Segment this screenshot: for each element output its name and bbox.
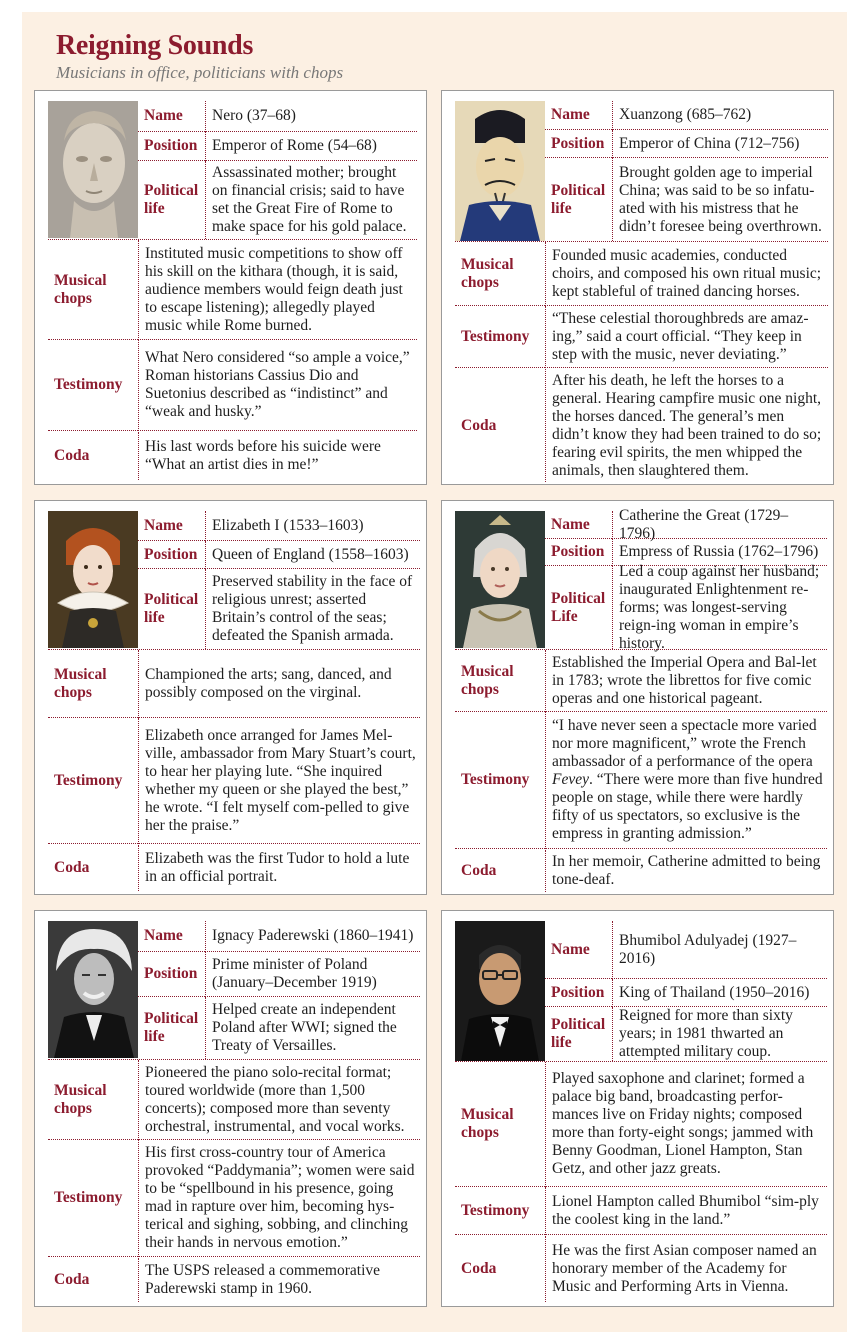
name-label: Name — [545, 921, 612, 979]
xuanzong-painting-portrait — [455, 101, 545, 241]
political-life-value: Preserved stability in the face of religious unrest; asserted Britain’s control of the seas; defeated the Spanish armada. — [205, 569, 420, 649]
testimony-value: “These celestial thoroughbreds are amaz-ing,” said a court official. “They keep in step with the music, never deviating.” — [545, 306, 828, 368]
political-life-label: Political life — [551, 1016, 606, 1051]
musical-chops-value: Established the Imperial Opera and Bal-let in 1783; wrote the librettos for five comic operas and one historical pageant. — [545, 650, 827, 712]
musical-chops-label: Musical chops — [455, 1062, 545, 1187]
testimony-label: Testimony — [48, 340, 138, 431]
coda-label: Coda — [54, 859, 90, 876]
testimony-label: Testimony — [455, 306, 545, 368]
coda-label: Coda — [54, 447, 90, 464]
political-life-label: Political life — [144, 182, 199, 217]
position-value: Empress of Russia (1762–1796) — [612, 539, 827, 566]
coda-label: Coda — [461, 416, 497, 434]
name-label: Name — [545, 101, 612, 130]
political-life-label: Political life — [551, 181, 606, 217]
name-label: Name — [138, 921, 205, 952]
card-nero — [34, 90, 427, 485]
testimony-label: Testimony — [455, 1187, 545, 1235]
name-label: Name — [138, 101, 205, 132]
testimony-text-before: “I have never seen a spectacle more varied nor more magnificent,” wrote the French ambassador of a performance of the opera — [552, 717, 817, 770]
position-label: Position — [138, 132, 205, 161]
name-label: Name — [138, 511, 205, 541]
position-label: Position — [545, 539, 612, 566]
political-life-label: Political life — [144, 591, 199, 626]
paderewski-portrait — [48, 921, 138, 1058]
coda-label: Coda — [54, 1271, 90, 1288]
testimony-label: Testimony — [48, 1140, 138, 1257]
bhumibol-portrait — [455, 921, 545, 1061]
musical-chops-value: Pioneered the piano solo-recital format; toured worldwide (more than 1,500 concerts); composed more than seventy orchestral, instrumental, and vocal works. — [138, 1060, 420, 1140]
musical-chops-label: Musical chops — [48, 650, 138, 718]
political-life-label: Political life — [144, 1010, 199, 1045]
political-life-label: Political Life — [551, 589, 606, 625]
testimony-text-after: . “There were more than five hundred people on stage, while there were hardly fifty of us spectators, so exclusive is the empress in granting admission.” — [552, 771, 823, 842]
position-value: Prime minister of Poland (January–December 1919) — [205, 952, 420, 997]
nero-bust-portrait — [48, 101, 138, 238]
testimony-value: Lionel Hampton called Bhumibol “sim-ply the coolest king in the land.” — [545, 1187, 827, 1235]
testimony-value — [545, 712, 827, 849]
name-value: Xuanzong (685–762) — [612, 101, 828, 130]
page-title: Reigning Sounds — [56, 30, 254, 61]
coda-value: In her memoir, Catherine admitted to being tone-deaf. — [545, 850, 827, 892]
musical-chops-label: Musical chops — [48, 240, 138, 340]
card-catherine — [441, 500, 834, 895]
coda-value: His last words before his suicide were “What an artist dies in me!” — [138, 432, 417, 480]
card-elizabeth — [34, 500, 427, 895]
testimony-label: Testimony — [455, 712, 545, 849]
name-value: Nero (37–68) — [205, 101, 417, 132]
position-value: Queen of England (1558–1603) — [205, 541, 420, 569]
name-value: Catherine the Great (1729–1796) — [612, 511, 827, 539]
musical-chops-label: Musical chops — [48, 1060, 138, 1140]
position-label: Position — [138, 541, 205, 569]
musical-chops-label: Musical chops — [455, 242, 545, 306]
position-label: Position — [545, 130, 612, 158]
card-paderewski — [34, 910, 427, 1307]
political-life-value: Assassinated mother; brought on financial crisis; said to have set the Great Fire of Rome to make space for his gold palace. — [205, 161, 417, 239]
political-life-value: Led a coup against her husband; inaugurated Enlightenment re-forms; was longest-serving reign-ing woman in empire’s history. — [612, 566, 827, 649]
coda-label: Coda — [461, 1260, 497, 1277]
coda-value: Elizabeth was the first Tudor to hold a lute in an official portrait. — [138, 845, 420, 891]
card-xuanzong — [441, 90, 834, 485]
position-label: Position — [138, 952, 205, 997]
name-value: Ignacy Paderewski (1860–1941) — [205, 921, 420, 952]
name-label: Name — [545, 511, 612, 539]
opera-title: Fevey — [552, 771, 589, 788]
elizabeth-i-portrait — [48, 511, 138, 648]
testimony-value: What Nero considered “so ample a voice,” Roman historians Cassius Dio and Suetonius described as “indistinct” and “weak and husky.” — [138, 340, 417, 431]
position-value: Emperor of China (712–756) — [612, 130, 828, 158]
position-value: Emperor of Rome (54–68) — [205, 132, 417, 161]
musical-chops-value: Founded music academies, conducted choirs, and composed his own ritual music; kept stableful of trained dancing horses. — [545, 242, 828, 306]
name-value: Bhumibol Adulyadej (1927–2016) — [612, 921, 827, 979]
position-value: King of Thailand (1950–2016) — [612, 979, 827, 1007]
musical-chops-value: Played saxophone and clarinet; formed a palace big band, broadcasting perfor-mances live on Friday nights; composed more than forty-eight songs; jammed with Benny Goodman, Lionel Hampton, Stan Getz, and other jazz greats. — [545, 1062, 827, 1187]
catherine-the-great-portrait — [455, 511, 545, 648]
musical-chops-value: Instituted music competitions to show off his skill on the kithara (though, it is said, audience members would feign death just to escape listening); allegedly played music while Rome burned. — [138, 240, 417, 340]
testimony-value: His first cross-country tour of America provoked “Paddymania”; women were said to be “spellbound in his presence, going mad in rapture over him, becoming hys-terical and sighing, sobbing, and clinching their hands in nervous emotion.” — [138, 1140, 420, 1257]
coda-label: Coda — [461, 862, 497, 879]
coda-value: After his death, he left the horses to a general. Hearing campfire music one night, the horses danced. The general’s men didn’t know they had been trained to do so; fearing evil spirits, the men whipped the animals, then slaughtered them. — [545, 369, 828, 482]
position-label: Position — [545, 979, 612, 1007]
coda-value: The USPS released a commemorative Paderewski stamp in 1960. — [138, 1258, 420, 1302]
political-life-value: Brought golden age to imperial China; was said to be so infatu-ated with his mistress that he didn’t foresee being overthrown. — [612, 158, 828, 241]
testimony-label: Testimony — [48, 718, 138, 844]
political-life-value: Reigned for more than sixty years; in 1981 thwarted an attempted military coup. — [612, 1007, 827, 1061]
musical-chops-value: Championed the arts; sang, danced, and possibly composed on the virginal. — [138, 650, 420, 718]
card-bhumibol — [441, 910, 834, 1307]
testimony-value: Elizabeth once arranged for James Mel-ville, ambassador from Mary Stuart’s court, to hear her playing lute. “She inquired whether my queen or she played the best,” he wrote. “I felt myself com-pelled to give her the praise.” — [138, 718, 420, 844]
page-subtitle: Musicians in office, politicians with chops — [56, 63, 344, 82]
political-life-value: Helped create an independent Poland after WWI; signed the Treaty of Versailles. — [205, 997, 420, 1059]
coda-value: He was the first Asian composer named an honorary member of the Academy for Music and Performing Arts in Vienna. — [545, 1236, 827, 1302]
musical-chops-label: Musical chops — [455, 650, 545, 712]
name-value: Elizabeth I (1533–1603) — [205, 511, 420, 541]
